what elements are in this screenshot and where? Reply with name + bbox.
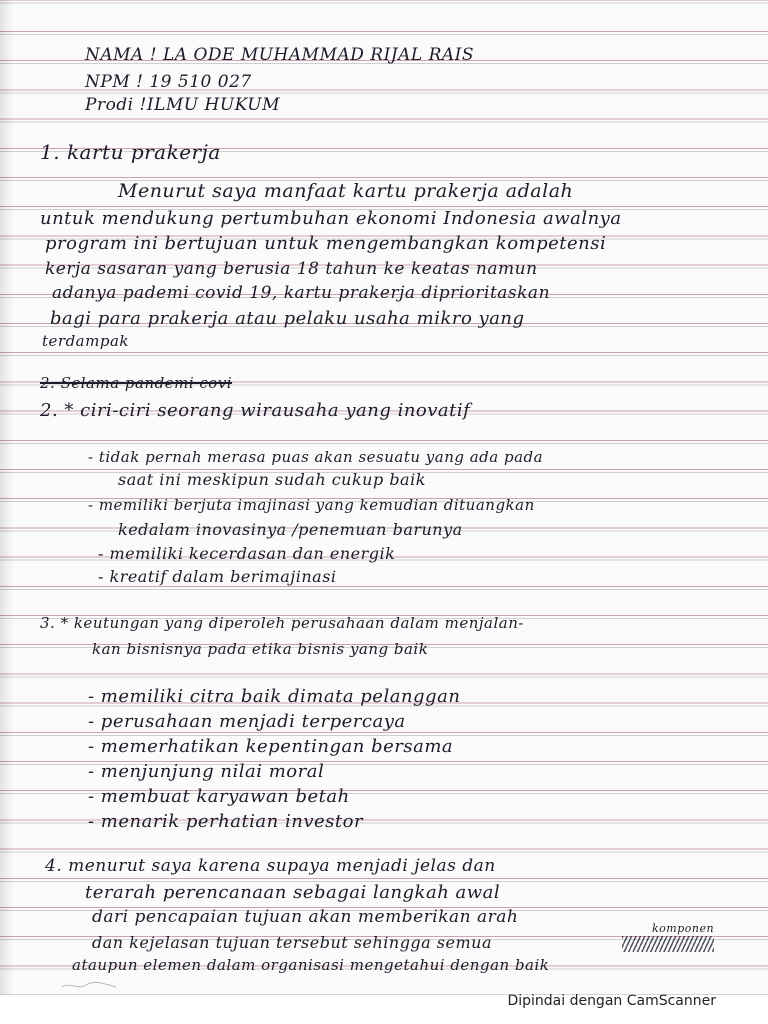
q3-item-1: - memiliki citra baik dimata pelanggan: [88, 686, 461, 707]
q4-line-1: 4. menurut saya karena supaya menjadi jelas dan: [45, 856, 496, 876]
q3-item-6: - menarik perhatian investor: [88, 811, 364, 832]
header-npm: NPM ! 19 510 027: [85, 72, 252, 92]
q1-line-2: untuk mendukung pertumbuhan ekonomi Indonesia awalnya: [40, 208, 622, 229]
q2-title: 2. * ciri-ciri seorang wirausaha yang inovatif: [40, 400, 471, 421]
q2-item-2: - memiliki berjuta imajinasi yang kemudian dituangkan: [88, 496, 535, 514]
q2-struck-text: 2. Selama pandemi covi: [40, 374, 233, 392]
header-nama: NAMA ! LA ODE MUHAMMAD RIJAL RAIS: [85, 45, 475, 65]
q1-line-7: terdampak: [42, 332, 129, 350]
q2-item-1b: saat ini meskipun sudah cukup baik: [118, 470, 426, 489]
q4-correction: komponen: [652, 922, 715, 935]
q1-title: 1. kartu prakerja: [40, 140, 221, 164]
header-prodi: Prodi !ILMU HUKUM: [85, 95, 280, 115]
q1-line-6: bagi para prakerja atau pelaku usaha mikro yang: [50, 308, 525, 329]
q4-line-2: terarah perencanaan sebagai langkah awal: [85, 882, 501, 903]
q2-item-1: - tidak pernah merasa puas akan sesuatu yang ada pada: [88, 448, 544, 466]
q4-line-5: ataupun elemen dalam organisasi mengetahui dengan baik: [72, 956, 550, 974]
q4-line-4: dan kejelasan tujuan tersebut sehingga semua: [92, 933, 492, 952]
q3-title: 3. * keutungan yang diperoleh perusahaan dalam menjalan-: [40, 614, 524, 632]
q1-line-1: Menurut saya manfaat kartu prakerja adalah: [118, 180, 574, 202]
q2-item-3: - memiliki kecerdasan dan energik: [98, 544, 396, 563]
q3-item-3: - memerhatikan kepentingan bersama: [88, 736, 454, 757]
q4-line-3: dari pencapaian tujuan akan memberikan arah: [92, 907, 519, 927]
q3-item-5: - membuat karyawan betah: [88, 786, 350, 807]
q1-line-4: kerja sasaran yang berusia 18 tahun ke keatas namun: [45, 259, 538, 279]
camscanner-watermark: Dipindai dengan CamScanner: [507, 993, 716, 1009]
q1-line-3: program ini bertujuan untuk mengembangkan kompetensi: [45, 233, 607, 254]
q3-item-4: - menjunjung nilai moral: [88, 761, 325, 782]
q3-item-2: - perusahaan menjadi terpercaya: [88, 711, 406, 732]
q2-item-2b: kedalam inovasinya /penemuan barunya: [118, 520, 463, 539]
q1-line-5: adanya pademi covid 19, kartu prakerja diprioritaskan: [52, 283, 551, 303]
faint-pencil-mark: [60, 978, 120, 992]
q3-title-2: kan bisnisnya pada etika bisnis yang baik: [92, 640, 429, 658]
q2-item-4: - kreatif dalam berimajinasi: [98, 567, 337, 586]
q4-scribble: [622, 936, 714, 952]
